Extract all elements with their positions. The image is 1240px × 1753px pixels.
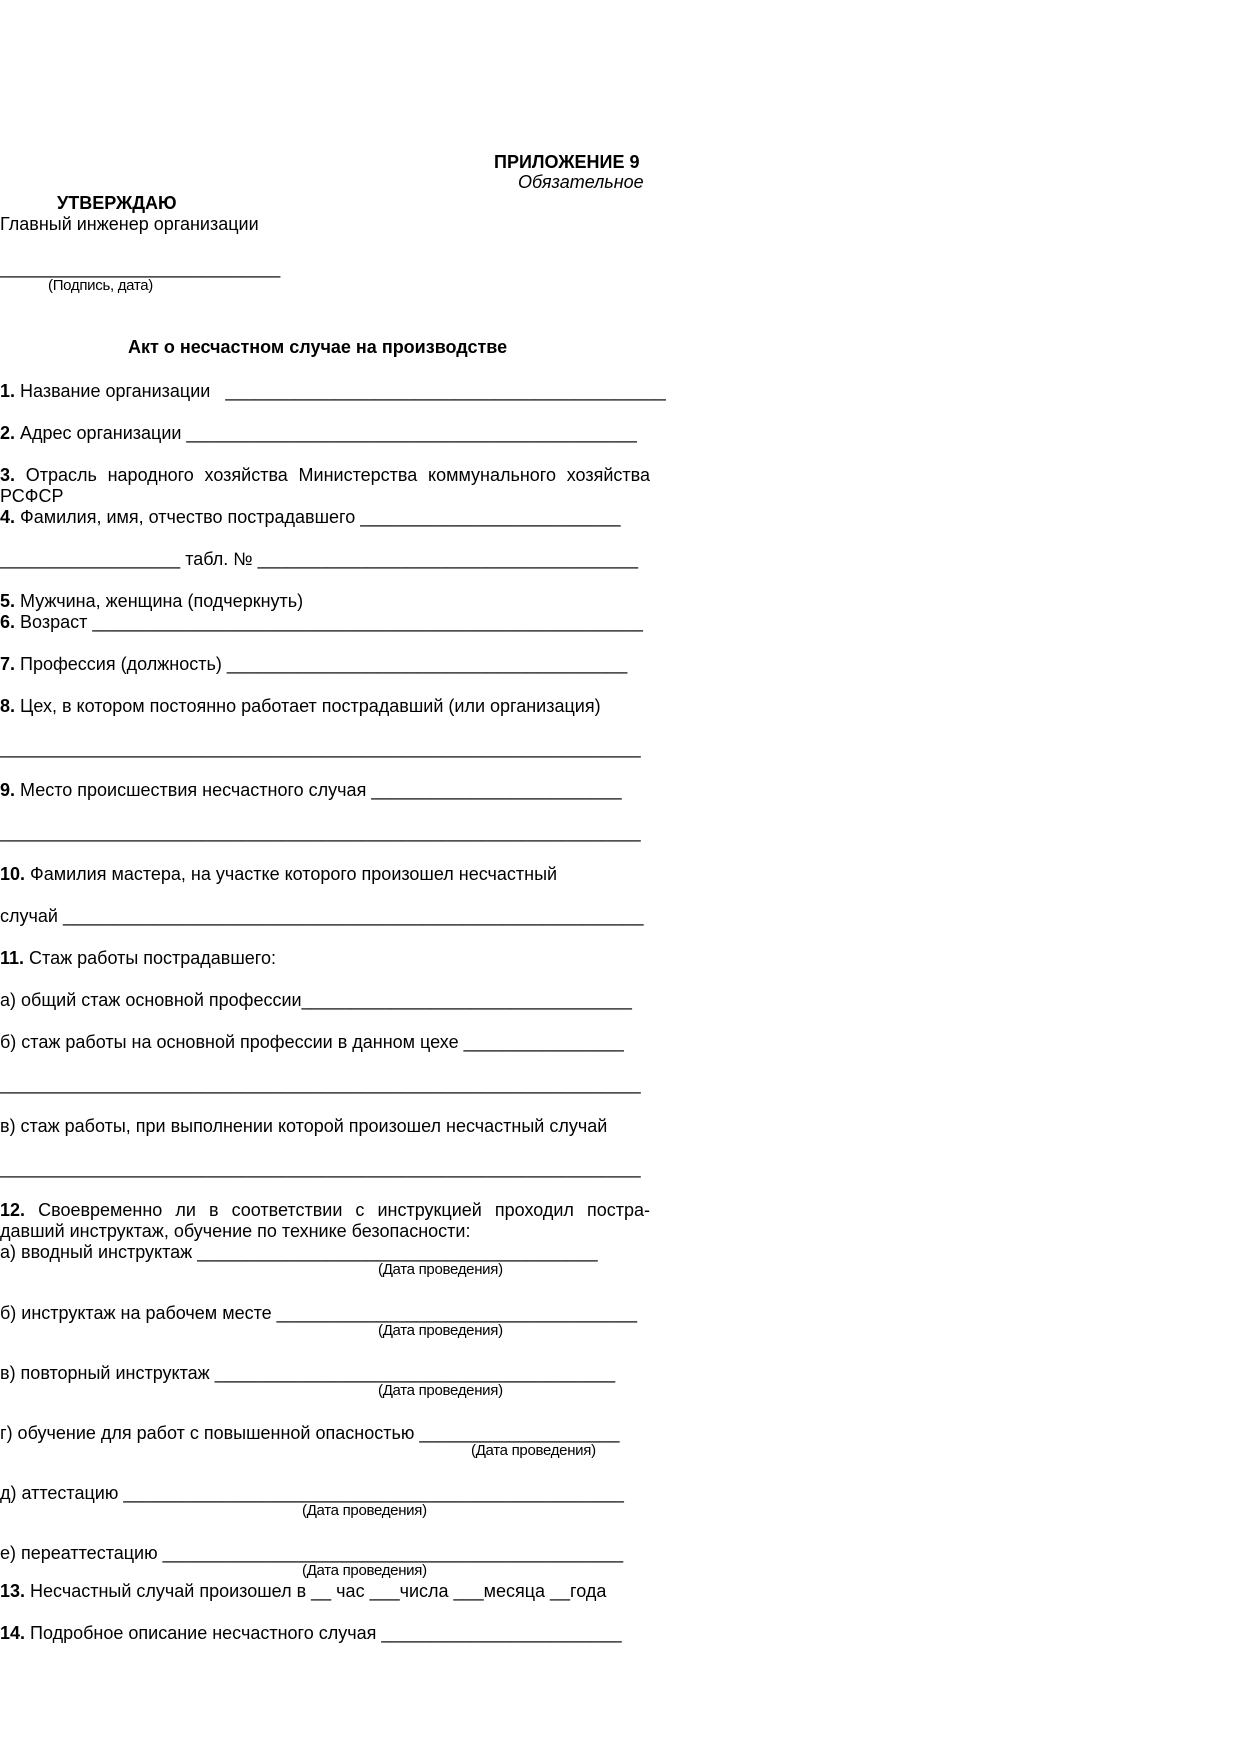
field-accident-description: 14. Подробное описание несчастного случая ________________________: [0, 1623, 622, 1643]
field-briefing-question: 12. Своевременно ли в соответствии с инструкцией проходил постра-: [0, 1200, 650, 1220]
field-age: 6. Возраст _______________________________________________________: [0, 612, 643, 632]
field-accident-place-line: ________________________________________________________________: [0, 822, 641, 842]
field-experience-total: а) общий стаж основной профессии_________________________________: [0, 990, 632, 1010]
field-briefing-question-cont: давший инструктаж, обучение по технике безопасности:: [0, 1221, 471, 1241]
field-briefing-workplace: б) инструктаж на рабочем месте ____________________________________: [0, 1303, 638, 1323]
signature-line: ____________________________: [0, 258, 281, 278]
field-organization-name: 1. Название организации ____________________________________________: [0, 381, 666, 401]
field-organization-address: 2. Адрес организации _____________________________________________: [0, 423, 637, 443]
field-foreman: 10. Фамилия мастера, на участке которого произошел несчастный: [0, 864, 558, 884]
date-caption: (Дата проведения): [471, 1442, 596, 1459]
date-caption: (Дата проведения): [378, 1322, 503, 1339]
field-foreman-line: случай __________________________________________________________: [0, 906, 644, 926]
field-attestation: д) аттестацию __________________________________________________: [0, 1483, 624, 1503]
approve-heading: УТВЕРЖДАЮ: [57, 193, 177, 213]
field-experience-accident-work: в) стаж работы, при выполнении которой произошел несчастный случай: [0, 1116, 608, 1136]
field-gender: 5. Мужчина, женщина (подчеркнуть): [0, 591, 304, 611]
approver-position: Главный инженер организации: [0, 214, 259, 234]
field-experience-workshop: б) стаж работы на основной профессии в данном цехе ________________: [0, 1032, 624, 1052]
field-workshop-line: ________________________________________________________________: [0, 738, 641, 758]
signature-caption: (Подпись, дата): [48, 277, 153, 294]
field-hazard-training: г) обучение для работ с повышенной опасностью ____________________: [0, 1423, 620, 1443]
field-briefing-intro: а) вводный инструктаж ________________________________________: [0, 1242, 598, 1262]
field-victim-name-tab: __________________ табл. № ______________________________________: [0, 549, 638, 569]
date-caption: (Дата проведения): [302, 1562, 427, 1579]
field-accident-time: 13. Несчастный случай произошел в __ час ___числа ___месяца __года: [0, 1581, 607, 1601]
field-experience-workshop-line: ________________________________________________________________: [0, 1074, 641, 1094]
appendix-note: Обязательное: [518, 172, 644, 192]
field-victim-name: 4. Фамилия, имя, отчество пострадавшего __________________________: [0, 507, 621, 527]
field-briefing-repeat: в) повторный инструктаж ________________________________________: [0, 1363, 616, 1383]
date-caption: (Дата проведения): [378, 1261, 503, 1278]
document-title: Акт о несчастном случае на производстве: [128, 337, 508, 357]
field-industry: 3. Отрасль народного хозяйства Министерства коммунального хозяйства: [0, 465, 650, 485]
field-industry-cont: РСФСР: [0, 486, 64, 506]
date-caption: (Дата проведения): [302, 1502, 427, 1519]
field-accident-place: 9. Место происшествия несчастного случая _________________________: [0, 780, 622, 800]
field-workshop: 8. Цех, в котором постоянно работает пострадавший (или организация): [0, 696, 601, 716]
field-experience: 11. Стаж работы пострадавшего:: [0, 948, 276, 968]
field-reattestation: е) переаттестацию ______________________________________________: [0, 1543, 624, 1563]
field-experience-accident-line: ________________________________________________________________: [0, 1158, 641, 1178]
date-caption: (Дата проведения): [378, 1382, 503, 1399]
appendix-title: ПРИЛОЖЕНИЕ 9: [494, 152, 640, 172]
field-profession: 7. Профессия (должность) ________________________________________: [0, 654, 628, 674]
